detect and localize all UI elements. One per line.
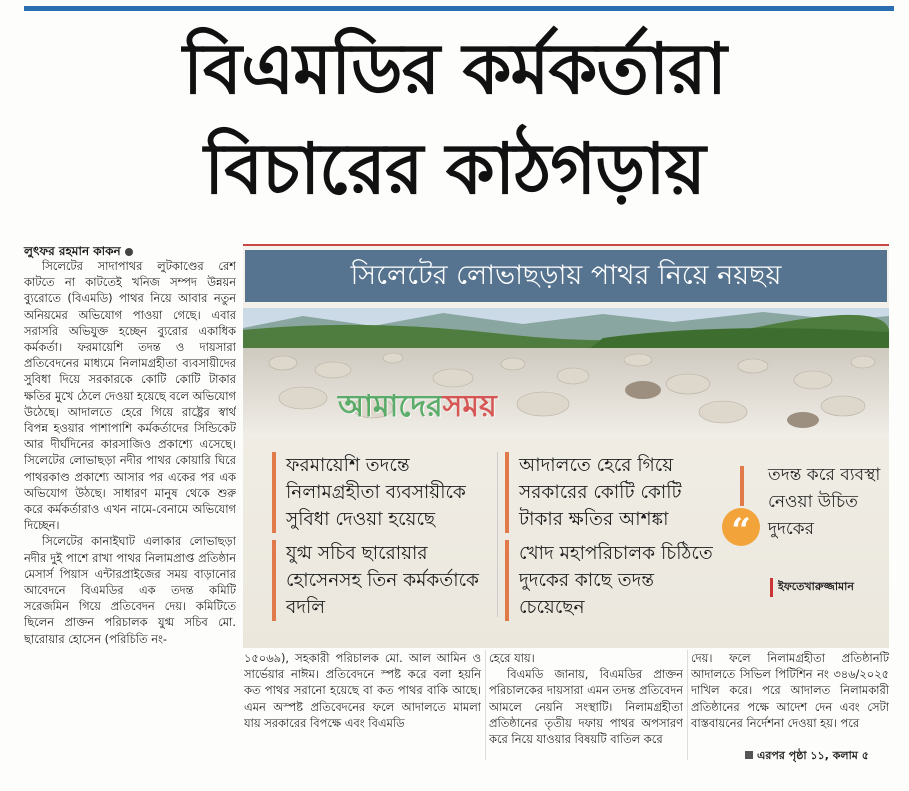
- quote-author: ইফতেখারুজ্জামান: [770, 578, 854, 597]
- newspaper-watermark: [338, 382, 497, 433]
- article-paragraph: বিএমডি জানায়, বিএমডির প্রাক্তন পরিচালকের দায়সারা এমন তদন্ত প্রতিবেদন আমলে নেয়নি সংস্থাটি। নিলামগ্রহীতা প্রতিষ্ঠানের তৃতীয় দফায় পাথর অপসারণ করে নিয়ে যাওয়ার বিষয়টি বাতিল করে: [489, 667, 683, 747]
- column-divider: [687, 650, 688, 760]
- quote-mark-icon: “: [722, 508, 760, 546]
- quote-accent-bar: [740, 466, 744, 506]
- callout-2: যুগ্ম সচিব ছারোয়ার হোসেনসহ তিন কর্মকর্তাকে বদলি: [272, 540, 501, 621]
- article-paragraph: হেরে যায়।: [489, 651, 535, 665]
- author-name: লুৎফর রহমান কাকন: [24, 244, 121, 258]
- continued-text: এরপর পৃষ্ঠা ১১, কলাম ৫: [757, 749, 869, 762]
- callout-4: খোদ মহাপরিচালক চিঠিতে দুদকের কাছে তদন্ত চেয়েছেন: [505, 540, 719, 621]
- article-paragraph: দেয়। ফলে নিলামগ্রহীতা প্রতিষ্ঠানটি আদালতে সিভিল পিটিশিন নং ৩৪৬/২০২৫ দাখিল করে। পরে আদালত নিলামকারী প্রতিষ্ঠানের পক্ষে আদেশ দেন এবং সেটা বাস্তবায়নের নির্দেশনা দেওয়া হয়। পরে: [691, 651, 889, 730]
- bullet-icon: [125, 248, 133, 256]
- watermark-main: আমাদের: [338, 389, 443, 424]
- article-column-3: [489, 650, 683, 762]
- watermark-accent: সময়: [442, 389, 497, 424]
- continued-note: [745, 747, 869, 766]
- article-paragraph: সিলেটের কানাইঘাট এলাকার লোভাছড়া নদীর দুই পাশে রাখা পাথর নিলামপ্রাপ্ত প্রতিষ্ঠান মেসার্স পিয়াস এন্টারপ্রাইজের সময় বাড়ানোর আবেদনে বিএমডির এক তদন্ত কমিটি সরেজমিন গিয়ে প্রতিবেদন দেয়। কমিটিতে ছিলেন প্রাক্তন পরিচালক যুগ্ম সচিব মো. ছারোয়ার হোসেন (পরিচিতি নং-: [24, 534, 236, 646]
- top-rule: [24, 6, 894, 11]
- pull-quote: তদন্ত করে ব্যবস্থা নেওয়া উচিত দুদকের: [768, 465, 881, 539]
- callout-1: ফরমায়েশি তদন্তে নিলামগ্রহীতা ব্যবসায়ীকে সুবিধা দেওয়া হয়েছে: [272, 452, 501, 533]
- article-column-2: [244, 650, 481, 762]
- article-column-1: [24, 258, 236, 766]
- photo-band-title: সিলেটের লোভাছড়ায় পাথর নিয়ে নয়ছয়: [245, 250, 887, 302]
- headline-line-2: বিচারের কাঠগড়ায়: [204, 128, 705, 210]
- article-paragraph: সিলেটের সাদাপাথর লুটকাণ্ডের রেশ কাটতে না কাটতেই খনিজ সম্পদ উন্নয়ন ব্যুরোতে (বিএমডি) পাথর নিয়ে আবার নতুন অনিয়মের অভিযোগ পাওয়া গেছে। এবার সরাসরি অভিযুক্ত হচ্ছেন ব্যুরোর একাধিক কর্মকর্তা। ফরমায়েশি তদন্ত ও দায়সারা প্রতিবেদনের মাধ্যমে নিলামগ্রহীতা ব্যবসায়ীদের সুবিধা দিয়ে সরকারকে কোটি কোটি টাকার ক্ষতির মুখে ঠেলে দেওয়া হয়েছে বলে অভিযোগ উঠেছে। আদালতে হেরে গিয়ে রাষ্ট্রের স্বার্থ বিপন্ন হওয়ার পাশাপাশি কর্মকর্তাদের সিন্ডিকেট আর দীর্ঘদিনের কারসাজিও প্রকাশ্যে এসেছে। সিলেটের লোভাছড়া নদীর পাথর কোয়ারি ঘিরে পাথরকাণ্ড প্রকাশ্যে আসার পর একের পর এক অভিযোগ উঠছে। সাধারণ মানুষ থেকে শুরু করে কর্মকর্তারাও এখন নামে-বেনামে অভিযোগ দিচ্ছেন।: [24, 259, 236, 533]
- callout-divider: [497, 452, 498, 617]
- callout-3: আদালতে হেরে গিয়ে সরকারের কোটি কোটি টাকার ক্ষতির আশঙ্কা: [505, 452, 719, 533]
- article-paragraph: ১৫০৬৯), সহকারী পরিচালক মো. আল আমিন ও সার্ভেয়ার নাঈম। প্রতিবেদনে স্পষ্ট করে বলা হয়নি কত পাথর সরানো হয়েছে বা কত পাথর বাকি আছে। এমন অস্পষ্ট প্রতিবেদনের ফলে আদালতে মামলা যায় সরকারের বিপক্ষে এবং বিএমডি: [244, 651, 481, 730]
- headline-line-1: বিএমডির কর্মকর্তারা: [183, 28, 726, 110]
- article-column-4: [691, 650, 889, 746]
- column-divider: [485, 650, 486, 760]
- square-bullet-icon: [745, 751, 753, 759]
